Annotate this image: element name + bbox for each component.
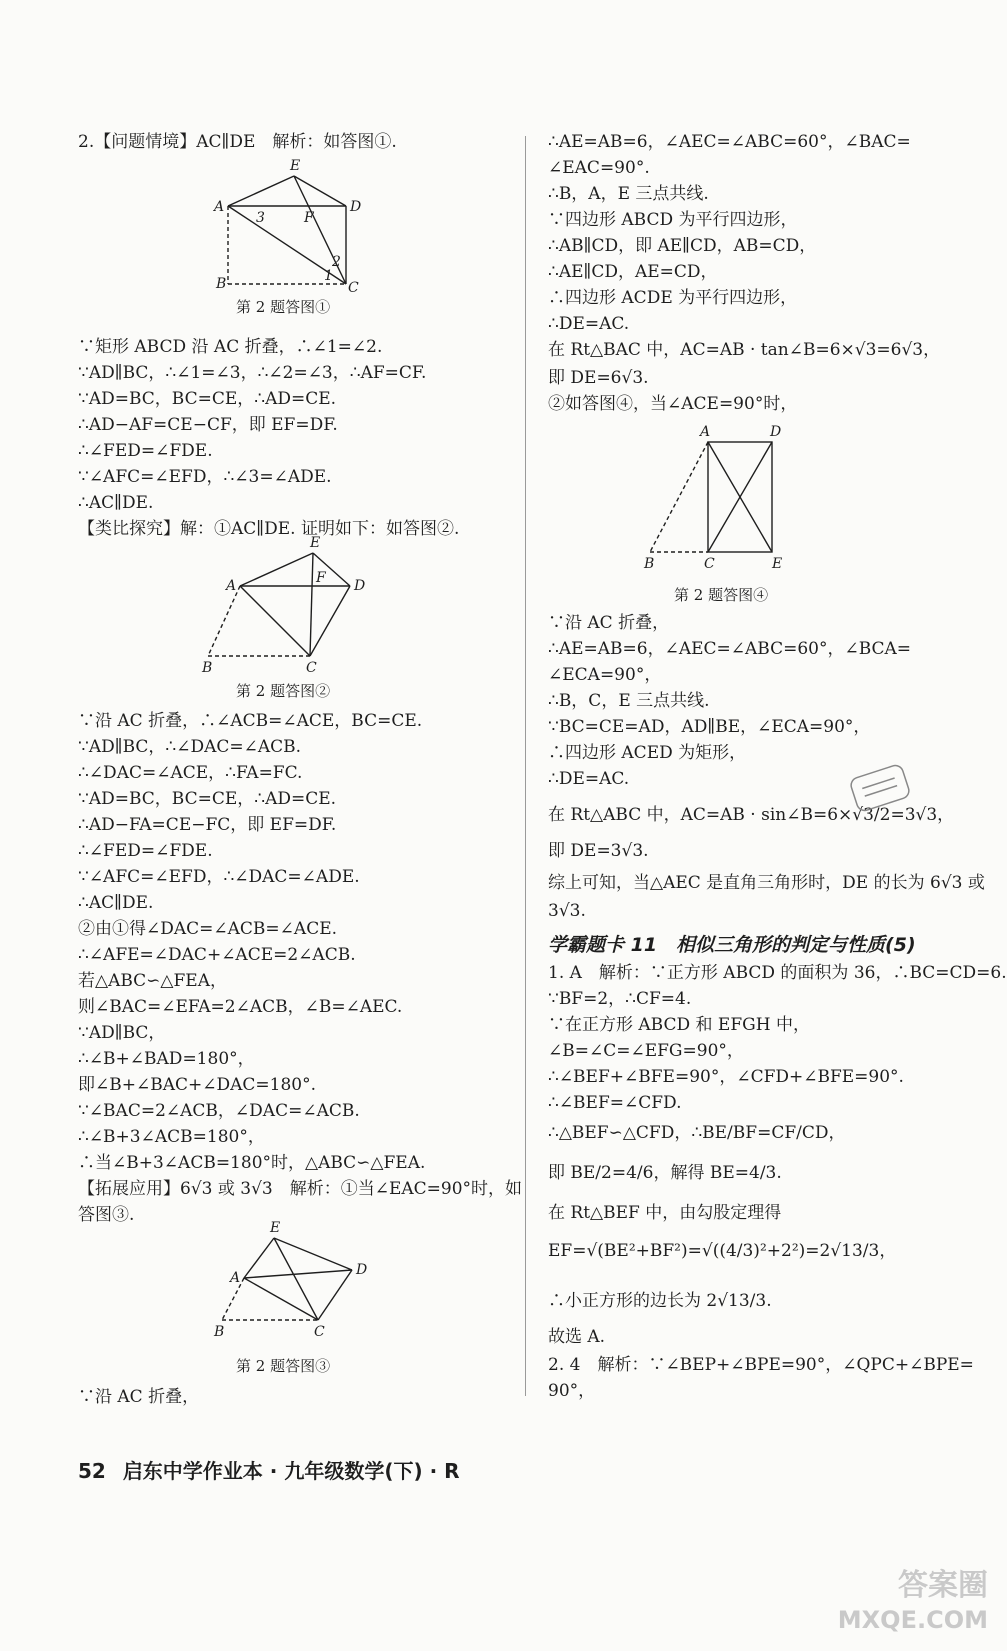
text-line: ∵在正方形 ABCD 和 EFGH 中，: [548, 1015, 810, 1035]
text-line: ②由①得∠DAC=∠ACB=∠ACE.: [78, 919, 338, 939]
text-line: ∴当∠B+3∠ACB=180°时，△ABC∽△FEA.: [78, 1153, 426, 1173]
text-line: ②如答图④，当∠ACE=90°时，: [548, 394, 798, 414]
text-line: 答图③.: [78, 1205, 135, 1225]
text-line: ∠ECA=90°，: [548, 665, 662, 685]
text-line: ∴AE=AB=6，∠AEC=∠ABC=60°，∠BCA=: [548, 639, 912, 659]
text-line: 即 DE=3√3.: [548, 841, 649, 861]
text-line: ∴AD−FA=CE−FC，即 EF=DF.: [78, 815, 337, 835]
figure-2: [198, 535, 368, 678]
text-line: 若△ABC∽△FEA，: [78, 971, 227, 991]
fig4-label-e: E: [772, 556, 783, 572]
text-line: EF=√(BE²+BF²)=√((4/3)²+2²)=2√13/3，: [548, 1241, 897, 1261]
problem-2-intro: 2.【问题情境】AC∥DE 解析：如答图①.: [78, 132, 397, 152]
fig1-label-f: F: [304, 210, 314, 226]
fig1-label-b: B: [216, 276, 227, 292]
page-number: 52: [78, 1459, 106, 1483]
text-line: ∵∠AFC=∠EFD，∴∠3=∠ADE.: [78, 467, 332, 487]
figure-1: [198, 156, 368, 296]
text-line: 即∠B+∠BAC+∠DAC=180°.: [78, 1075, 316, 1095]
fig4-label-d: D: [770, 424, 782, 440]
fig2-label-d: D: [354, 578, 366, 594]
fig1-label-c: C: [348, 280, 359, 296]
text-line: ∴DE=AC.: [548, 769, 630, 789]
text-line: ∴AC∥DE.: [78, 893, 154, 913]
fig2-label-c: C: [306, 660, 317, 676]
text-line: ∴B，A，E 三点共线.: [548, 184, 709, 204]
watermark-url: MXQE.COM: [837, 1606, 988, 1634]
fig1-label-e: E: [290, 158, 301, 174]
fig1-label-2: 2: [332, 254, 341, 270]
watermark-logo: 答案圈: [898, 1568, 988, 1603]
text-line: 在 Rt△BAC 中，AC=AB · tan∠B=6×√3=6√3，: [548, 340, 941, 360]
text-line: 即 DE=6√3.: [548, 368, 649, 388]
text-line: ∴∠FED=∠FDE.: [78, 441, 213, 461]
text-line: ∵矩形 ABCD 沿 AC 折叠，∴∠1=∠2.: [78, 337, 383, 357]
section-heading: 学霸题卡 11 相似三角形的判定与性质(5): [548, 934, 916, 956]
figure-3-caption: 第 2 题答图③: [236, 1357, 331, 1375]
fig3-label-b: B: [214, 1324, 225, 1340]
book-title: 启东中学作业本 · 九年级数学(下) · R: [122, 1459, 460, 1483]
fig3-label-c: C: [314, 1324, 325, 1340]
text-line: ∴AB∥CD，即 AE∥CD，AB=CD，: [548, 236, 817, 256]
stamp-icon: [845, 765, 915, 811]
text-line: ∴B，C，E 三点共线.: [548, 691, 710, 711]
fig2-label-e: E: [310, 535, 321, 551]
fig1-label-a: A: [214, 199, 225, 215]
fig1-label-3: 3: [256, 210, 265, 226]
figure-4: [644, 420, 828, 580]
text-line: ∵BF=2，∴CF=4.: [548, 989, 692, 1009]
text-line: ∴小正方形的边长为 2√13/3.: [548, 1291, 772, 1311]
text-line: 90°，: [548, 1381, 596, 1401]
column-divider: [525, 136, 526, 1396]
text-line: ∵沿 AC 折叠，: [78, 1387, 200, 1407]
text-line: ∵AD∥BC，∴∠DAC=∠ACB.: [78, 737, 302, 757]
text-line: ∵BC=CE=AD，AD∥BE，∠ECA=90°，: [548, 717, 871, 737]
text-line: ∠EAC=90°.: [548, 158, 650, 178]
figure-3: [206, 1220, 376, 1366]
figure-1-caption: 第 2 题答图①: [236, 298, 331, 316]
fig3-label-a: A: [230, 1270, 241, 1286]
fig4-label-a: A: [700, 424, 711, 440]
text-line: ∵沿 AC 折叠，∴∠ACB=∠ACE，BC=CE.: [78, 711, 423, 731]
text-line: ∴DE=AC.: [548, 314, 630, 334]
text-line: ∵四边形 ABCD 为平行四边形，: [548, 210, 798, 230]
text-line: ∠B=∠C=∠EFG=90°，: [548, 1041, 744, 1061]
text-line: 则∠BAC=∠EFA=2∠ACB，∠B=∠AEC.: [78, 997, 403, 1017]
text-line: ∴∠FED=∠FDE.: [78, 841, 213, 861]
text-line: ∴∠BEF=∠CFD.: [548, 1093, 682, 1113]
fig1-label-1: 1: [324, 268, 333, 284]
text-line: ∵AD=BC，BC=CE，∴AD=CE.: [78, 389, 337, 409]
fig1-label-d: D: [350, 199, 362, 215]
fig3-label-e: E: [270, 1220, 281, 1236]
fig2-label-a: A: [226, 578, 237, 594]
text-line: 2. 4 解析：∵∠BEP+∠BPE=90°，∠QPC+∠BPE=: [548, 1355, 974, 1375]
text-line: ∴∠DAC=∠ACE，∴FA=FC.: [78, 763, 303, 783]
text-line: 在 Rt△BEF 中，由勾股定理得: [548, 1203, 782, 1223]
page-footer: [78, 1455, 460, 1484]
text-line: 在 Rt△ABC 中，AC=AB · sin∠B=6×√3/2=3√3，: [548, 805, 955, 825]
text-line: ∴△BEF∽△CFD，∴BE/BF=CF/CD，: [548, 1123, 846, 1143]
fig4-label-c: C: [704, 556, 715, 572]
text-line: ∵AD∥BC，∴∠1=∠3，∴∠2=∠3，∴AF=CF.: [78, 363, 427, 383]
fig2-label-b: B: [202, 660, 213, 676]
fig3-label-d: D: [356, 1262, 368, 1278]
fig2-label-f: F: [316, 570, 326, 586]
text-line: ∴AC∥DE.: [78, 493, 154, 513]
figure-4-caption: 第 2 题答图④: [674, 586, 769, 604]
text-line: ∴∠BEF+∠BFE=90°，∠CFD+∠BFE=90°.: [548, 1067, 904, 1087]
text-line: ∴四边形 ACDE 为平行四边形，: [548, 288, 798, 308]
text-line: ∴∠B+3∠ACB=180°，: [78, 1127, 265, 1147]
text-line: ∵AD∥BC，: [78, 1023, 166, 1043]
text-line: ∵∠BAC=2∠ACB，∠DAC=∠ACB.: [78, 1101, 360, 1121]
text-line: 1. A 解析：∵正方形 ABCD 的面积为 36，∴BC=CD=6.: [548, 963, 1007, 983]
figure-2-caption: 第 2 题答图②: [236, 682, 331, 700]
extension-heading: 【拓展应用】6√3 或 3√3 解析：①当∠EAC=90°时，如: [78, 1179, 523, 1199]
text-line: ∴∠AFE=∠DAC+∠ACE=2∠ACB.: [78, 945, 356, 965]
text-line: 3√3.: [548, 901, 586, 921]
text-line: ∴AE∥CD，AE=CD，: [548, 262, 718, 282]
text-line: 综上可知，当△AEC 是直角三角形时，DE 的长为 6√3 或: [548, 873, 985, 893]
text-line: 即 BE/2=4/6，解得 BE=4/3.: [548, 1163, 782, 1183]
fig4-label-b: B: [644, 556, 655, 572]
text-line: ∴∠B+∠BAD=180°，: [78, 1049, 255, 1069]
text-line: 故选 A.: [548, 1327, 606, 1347]
text-line: ∵沿 AC 折叠，: [548, 613, 670, 633]
analogy-heading: 【类比探究】解：①AC∥DE. 证明如下：如答图②.: [78, 519, 460, 539]
text-line: ∵AD=BC，BC=CE，∴AD=CE.: [78, 789, 337, 809]
text-line: ∴四边形 ACED 为矩形，: [548, 743, 747, 763]
text-line: ∴AE=AB=6，∠AEC=∠ABC=60°，∠BAC=: [548, 132, 911, 152]
text-line: ∵∠AFC=∠EFD，∴∠DAC=∠ADE.: [78, 867, 360, 887]
text-line: ∴AD−AF=CE−CF，即 EF=DF.: [78, 415, 338, 435]
